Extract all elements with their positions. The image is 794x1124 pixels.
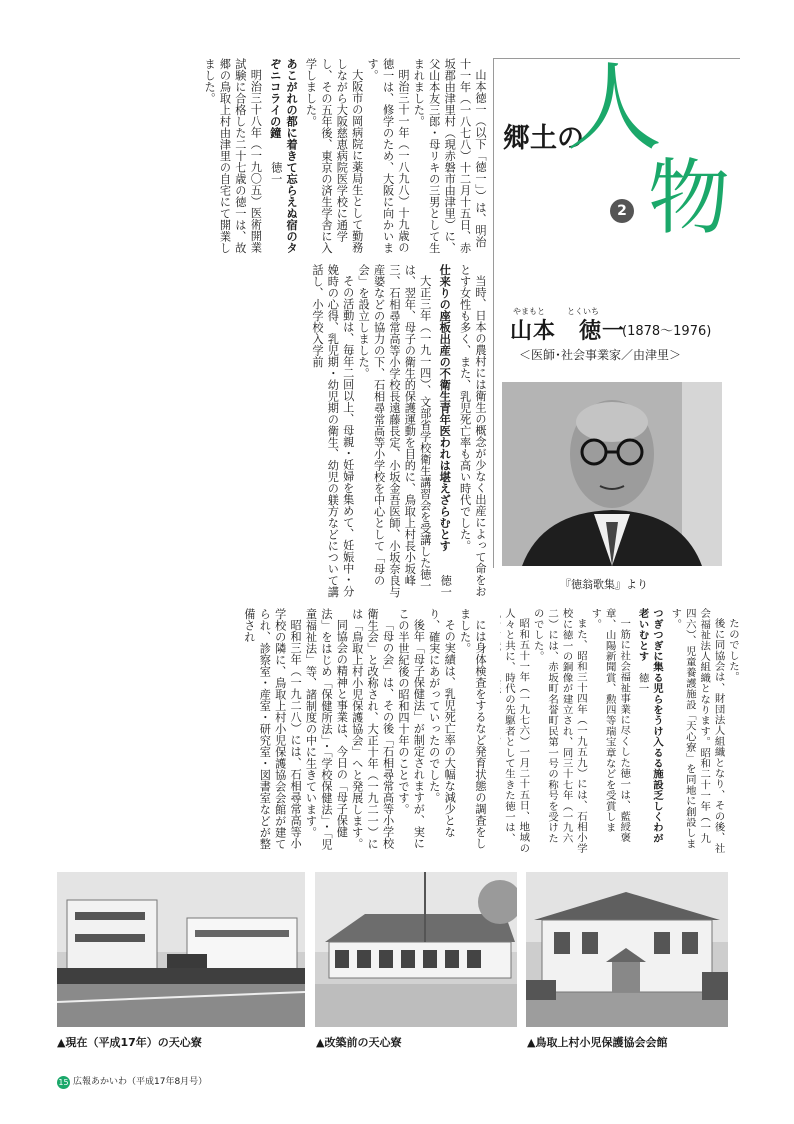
portrait-illustration [502, 382, 722, 566]
poem-author: 徳一 [269, 161, 283, 185]
photo-caption: ▲現在（平成17年）の天心寮 [57, 1036, 202, 1049]
poem [267, 58, 299, 256]
article-column-1 [56, 58, 488, 256]
paragraph: には身体検査をするなど発育状態の調査をしました。 [458, 608, 487, 850]
paragraph: その活動は、毎年二回以上、母親・妊婦を集めて、妊娠中・分娩時の心得、乳児期・幼児期の衛生、幼児の躾方などについて講話し、小学校入学前 [310, 264, 355, 598]
paragraph: その実績は、乳児死亡率の大幅な減少となり、確実にあがっていったのでした。 [427, 608, 457, 838]
article-column-3 [56, 608, 488, 854]
paragraph: 昭和三年（一九二八）には、石相尋常高等小学校の隣に、鳥取上村小児保護協会会館が建てられ、診察室・産室・研究室・図書室などが整備され [242, 608, 303, 850]
paragraph: 明治三十八年（一九〇五）医術開業試験に合格した二十七歳の徳一は、故郷の鳥取上村由津里の自宅にて開業しました。 [203, 58, 263, 254]
title-prefix: 郷土の [503, 123, 584, 154]
title-char-person: 人 [566, 52, 662, 164]
page-number: 15 [58, 1078, 69, 1087]
poem [635, 608, 664, 854]
poem [437, 264, 453, 600]
photo-old-tenshinryo [315, 872, 517, 1027]
paragraph: 当時、日本の農村には衛生の概念が少なく出産によって命をおとす女性も多く、また、乳児死亡率も高い時代でした。 [458, 264, 487, 598]
paragraph: 同協会の精神と事業は、今日の「母子保健法」をはじめ「保健所法」・「学校保健法」・「児童福祉法」等、諸制度の中に生きています。 [304, 608, 349, 851]
photo-current-illustration [57, 872, 305, 1027]
poem-text: つぎつぎに集る児らをうけ入るる施設乏しくわが老いむとす [636, 608, 663, 844]
name-ruby-surname: やまもと [513, 307, 545, 316]
poem-author: 徳一 [636, 672, 649, 694]
photo-hall-illustration [526, 872, 728, 1027]
paragraph: 大正三年（一九一四）、文部省学校衛生講習会を受講した徳一は、翌年、母子の衛生的保護運動を目的に、鳥取上村長小坂峰三、石相尋常高等小学校長遠藤長定、小坂金吾医師、小坂奈良与産婆などの協力の下、石相尋常高等小学校を中心として「母の会」を設立しました。 [357, 264, 432, 598]
name-ruby-given: とくいち [567, 307, 599, 316]
photo-caption: ▲改築前の天心寮 [316, 1036, 402, 1049]
article-column-2 [56, 264, 488, 600]
poem-author: 徳一 [439, 574, 453, 598]
publication-name: 広報あかいわ（平成17年8月号） [73, 1077, 208, 1087]
photo-old-illustration [315, 872, 517, 1027]
paragraph: 山本徳一（以下「徳一」）は、明治十一年（一八七八）十二月十五日、赤坂郡由津里村（現赤磐市由津里）に、父山本友三郎・母リキの三男として生まれました。 [412, 58, 487, 254]
series-number-badge: 2 [610, 199, 634, 223]
paragraph: 後に同協会は、財団法人組織となり、その後、社会福祉法人組織となります。昭和二十一年（一九四六）、児童養護施設「天心寮」を同地に創設します。 [669, 608, 725, 854]
poem-text: あこがれの都に着きて忘らえぬ宿のタぞニコライの鐘 [268, 58, 300, 254]
person-role: ＜医師･社会事業家／由津里＞ [519, 348, 682, 362]
paragraph: たのでした。 [727, 618, 739, 683]
paragraph: 後年「母子保健法」が制定されますが、実にこの半世紀後の昭和四十年のことです。 [396, 608, 426, 850]
poem-text: 仕来りの座板出産の不衛生青年医われは堪えざらむとす [438, 264, 453, 552]
paragraph: 「母の会」は、その後「石相尋常高等小学校衛生会」と改称され、大正十年（一九二一）には「鳥取上村小児保護協会」へと発展します。 [350, 608, 395, 850]
photo-current-tenshinryo [57, 872, 305, 1027]
article-column-4 [500, 608, 740, 854]
paragraph: 昭和五十一年（一九七六）一月二十五日、地域の人々と共に、時代の先駆者として生きた徳一は、 [502, 608, 530, 854]
photo-caption: ▲鳥取上村小児保護協会会館 [527, 1036, 668, 1049]
paragraph: 一筋に社会福祉事業に尽くした徳一は、藍綬褒章、山陽新聞賞、勲四等瑞宝章などを受賞します。 [589, 608, 631, 844]
paragraph: 明治三十一年（一八九八）十九歳の徳一は、修学のため、大阪に向かいます。 [366, 58, 410, 254]
portrait-photo [502, 382, 722, 566]
person-name: 山本 徳一 [510, 319, 626, 344]
title-char-thing: 物 [648, 151, 731, 246]
paragraph: 大阪市の岡病院に薬局生として勤務しながら大阪慈恵病院医学校に通学し、その五年後、東京の済生学舎に入学しました。 [304, 58, 364, 254]
person-years: (1878～1976) [622, 324, 712, 339]
photo-hall [526, 872, 728, 1027]
portrait-caption: 『徳翁歌集』より [560, 578, 648, 591]
paragraph: また、昭和三十四年（一九五九）には、石相小学校に徳一の銅像が建立され、同三十七年（一九六二）には、赤坂町名誉町民第一号の称号を受けたのでした。 [531, 608, 587, 854]
